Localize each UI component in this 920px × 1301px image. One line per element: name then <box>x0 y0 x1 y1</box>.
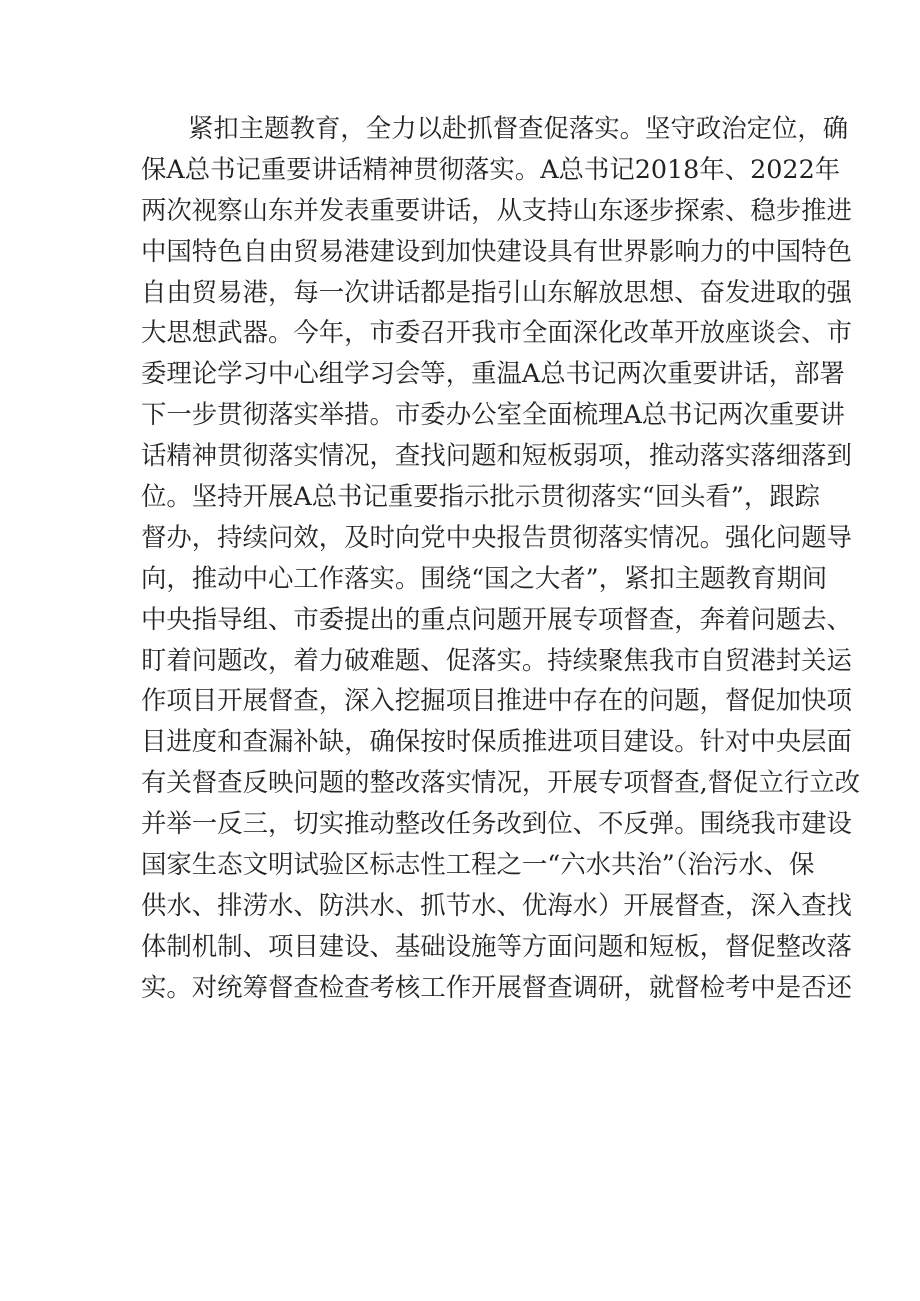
paragraph-line: 位。坚持开展A总书记重要指示批示贯彻落实“回头看”，跟踪 <box>141 481 821 512</box>
paragraph-line: 自由贸易港，每一次讲话都是指引山东解放思想、奋发进取的强 <box>141 276 852 307</box>
body-paragraph <box>141 108 861 1008</box>
paragraph-line: 盯着问题改，着力破难题、促落实。持续聚焦我市自贸港封关运 <box>141 644 852 675</box>
paragraph-line: 下一步贯彻落实举措。市委办公室全面梳理A总书记两次重要讲 <box>141 399 845 430</box>
paragraph-line: 委理论学习中心组学习会等，重温A总书记两次重要讲话，部署 <box>141 358 845 389</box>
paragraph-line: 并举一反三，切实推动整改任务改到位、不反弹。围绕我市建设 <box>141 808 852 839</box>
paragraph-line: 保A总书记重要讲话精神贯彻落实。A总书记2018年、2022年 <box>141 153 841 184</box>
paragraph-line: 体制机制、项目建设、基础设施等方面问题和短板，督促整改落 <box>141 930 852 961</box>
paragraph-line: 两次视察山东并发表重要讲话，从支持山东逐步探索、稳步推进 <box>141 194 852 225</box>
paragraph-line: 中央指导组、市委提出的重点问题开展专项督查，奔着问题去、 <box>141 603 852 634</box>
paragraph-line: 大思想武器。今年，市委召开我市全面深化改革开放座谈会、市 <box>141 317 852 348</box>
paragraph-line: 作项目开展督查，深入挖掘项目推进中存在的问题，督促加快项 <box>141 685 852 716</box>
paragraph-line: 目进度和查漏补缺，确保按时保质推进项目建设。针对中央层面 <box>141 726 852 757</box>
paragraph-line: 话精神贯彻落实情况，查找问题和短板弱项，推动落实落细落到 <box>141 440 852 471</box>
paragraph-line: 督办，持续问效，及时向党中央报告贯彻落实情况。强化问题导 <box>141 521 852 552</box>
paragraph-line: 供水、排涝水、防洪水、抓节水、优海水）开展督查，深入查找 <box>141 889 852 920</box>
paragraph-line: 国家生态文明试验区标志性工程之一“六水共治”（治污水、保 <box>141 849 815 880</box>
paragraph-line: 紧扣主题教育，全力以赴抓督查促落实。坚守政治定位，确 <box>188 113 849 143</box>
paragraph-line: 向，推动中心工作落实。围绕“国之大者”，紧扣主题教育期间 <box>141 562 828 593</box>
paragraph-line: 实。对统筹督查检查考核工作开展督查调研，就督检考中是否还 <box>141 971 852 1002</box>
paragraph-line: 中国特色自由贸易港建设到加快建设具有世界影响力的中国特色 <box>141 235 852 266</box>
paragraph-line: 有关督查反映问题的整改落实情况，开展专项督查,督促立行立改 <box>141 767 861 798</box>
